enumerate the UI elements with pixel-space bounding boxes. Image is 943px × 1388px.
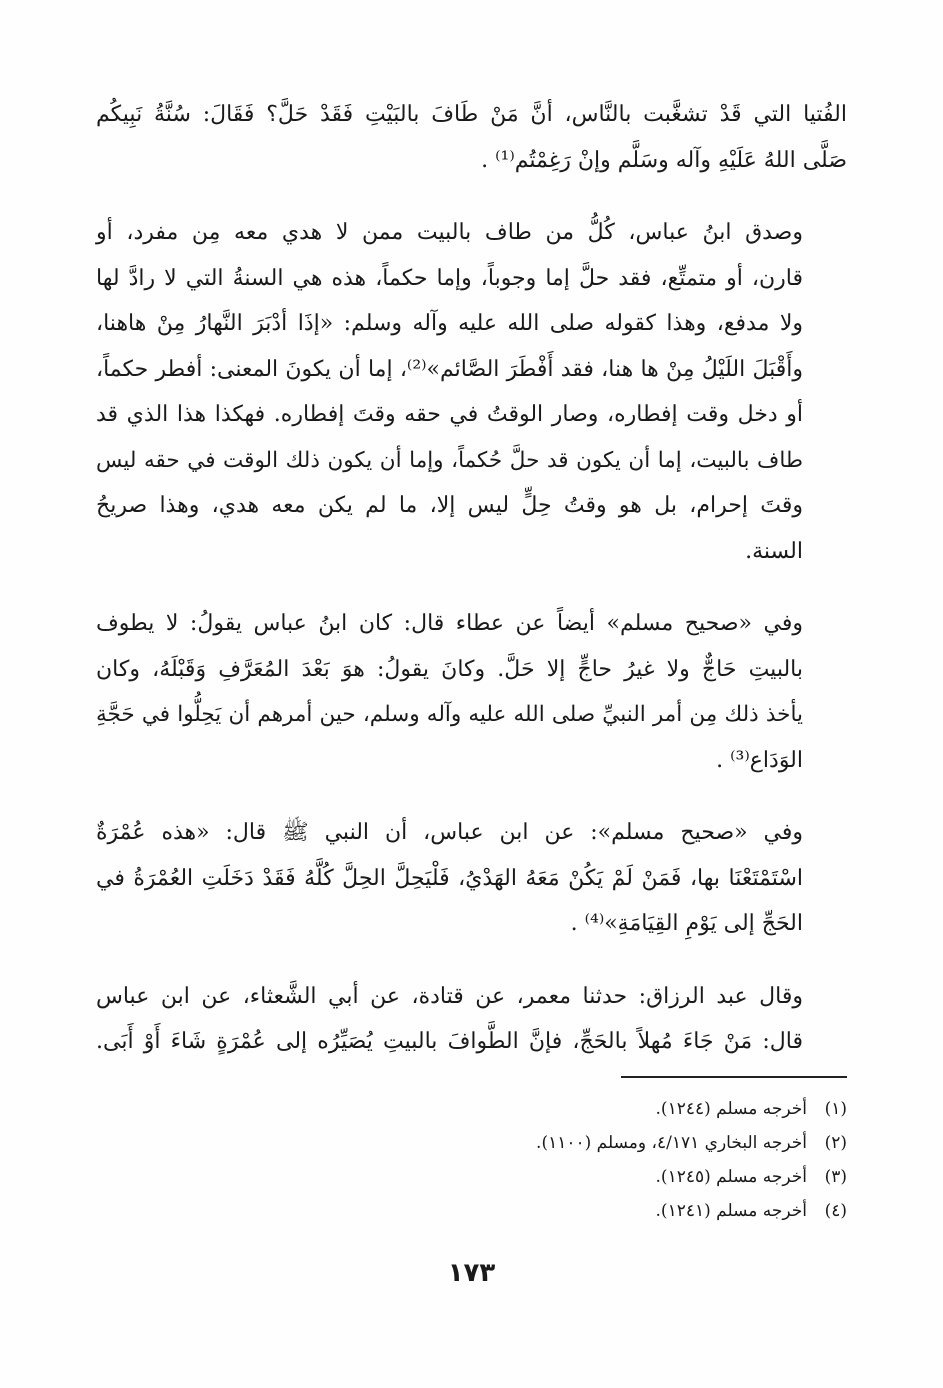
footnote	[96, 1194, 847, 1228]
main-text	[96, 92, 847, 1092]
footnote	[96, 1092, 847, 1126]
footnote-divider	[621, 1076, 847, 1078]
text-line: وقتَ إحرام، بل هو وقتُ حِلٍّ ليس إلا، ما لم يكن معه هدي، وهذا صريحُ	[96, 493, 803, 518]
text-line: قال: مَنْ جَاءَ مُهلاً بالحَجِّ، فإنَّ الطَّوافَ بالبيتِ يُصَيِّرُه إلى عُمْرَةٍ شَاءَ أَوْ أَبَى.	[96, 1029, 803, 1054]
text-line: اسْتَمْتَعْنَا بها، فَمَنْ لَمْ يَكُنْ مَعَهُ الهَدْيُ، فَلْيَحِلَّ الحِلَّ كُلَّهُ فَقَدْ دَخَلَتِ العُمْرَةُ في	[96, 865, 803, 891]
footnote-number: (٤)	[824, 1201, 847, 1221]
footnote-text: أخرجه مسلم (١٢٤٤).	[655, 1099, 807, 1119]
paragraph	[96, 810, 847, 947]
text-line: يأخذ ذلك مِن أمر النبيِّ صلى الله عليه وآله وسلم، حين أمرهم أن يَحِلُّوا في حَجَّةِ	[96, 702, 803, 727]
text-line: بالبيتِ حَاجٌّ ولا غيرُ حاجٍّ إلا حَلَّ. وكانَ يقولُ: هوَ بَعْدَ المُعَرَّفِ وَقَبْلَهُ، وكان	[96, 656, 803, 682]
text-line: طاف بالبيت، إما أن يكون قد حلَّ حُكماً، وإما أن يكون ذلك الوقت في حقه ليس	[96, 447, 803, 473]
text-line: قارن، أو متمتِّع، فقد حلَّ إما وجوباً، وإما حكماً، هذه هي السنةُ التي لا رادَّ لها	[96, 265, 803, 291]
footnote-text: أخرجه مسلم (١٢٤٥).	[655, 1167, 807, 1187]
footnote-number: (٢)	[824, 1133, 847, 1153]
text-line: الوَدَاع⁽³⁾ .	[716, 747, 803, 773]
paragraph	[96, 974, 847, 1065]
footnotes	[96, 1092, 847, 1228]
footnote-number: (١)	[824, 1099, 847, 1119]
footnote	[96, 1160, 847, 1194]
text-line: وقال عبد الرزاق: حدثنا معمر، عن قتادة، عن أبي الشَّعثاء، عن ابن عباس	[96, 983, 803, 1009]
text-line: الفُتيا التي قَدْ تشغَّبت بالنَّاس، أنَّ مَنْ طَافَ بالبَيْتِ فَقَدْ حَلَّ؟ فَقَالَ: سُنَّةُ نَبِيكُم	[96, 102, 847, 127]
text-line: الحَجِّ إلى يَوْمِ القِيَامَةِ»⁽⁴⁾ .	[570, 911, 803, 936]
text-line: أو دخل وقت إفطاره، وصار الوقتُ في حقه وقتَ إفطاره. فهكذا هذا الذي قد	[96, 402, 803, 427]
text-line: وصدق ابنُ عباس، كُلُّ من طاف بالبيت ممن لا هدي معه مِن مفرد، أو	[96, 220, 803, 245]
footnote	[96, 1126, 847, 1160]
footnote-text: أخرجه البخاري ٤/١٧١، ومسلم (١١٠٠).	[536, 1133, 807, 1153]
paragraph	[96, 601, 847, 783]
page-number: ١٧٣	[447, 1258, 496, 1288]
text-line: ولا مدفع، وهذا كقوله صلى الله عليه وآله وسلم: «إذَا أدْبَرَ النَّهارُ مِنْ هاهنا،	[96, 311, 803, 336]
footnote-number: (٣)	[824, 1167, 847, 1187]
text-line: وفي «صحيح مسلم» أيضاً عن عطاء قال: كان ابنُ عباس يقولُ: لا يطوف	[96, 611, 803, 636]
paragraph	[96, 210, 847, 574]
text-line: وفي «صحيح مسلم»: عن ابن عباس، أن النبي ﷺ قال: «هذه عُمْرَةٌ	[96, 820, 803, 845]
paragraph	[96, 92, 847, 183]
text-line: وأَقْبَلَ اللَيْلُ مِنْ ها هنا، فقد أَفْطَرَ الصَّائم»⁽²⁾، إما أن يكونَ المعنى: أفطر حكماً،	[96, 356, 804, 382]
footnote-text: أخرجه مسلم (١٢٤١).	[655, 1201, 807, 1221]
text-line: صَلَّى اللهُ عَلَيْهِ وآله وسَلَّم وإنْ رَغِمْتُم⁽¹⁾ .	[481, 147, 847, 173]
text-line: السنة.	[745, 538, 803, 564]
